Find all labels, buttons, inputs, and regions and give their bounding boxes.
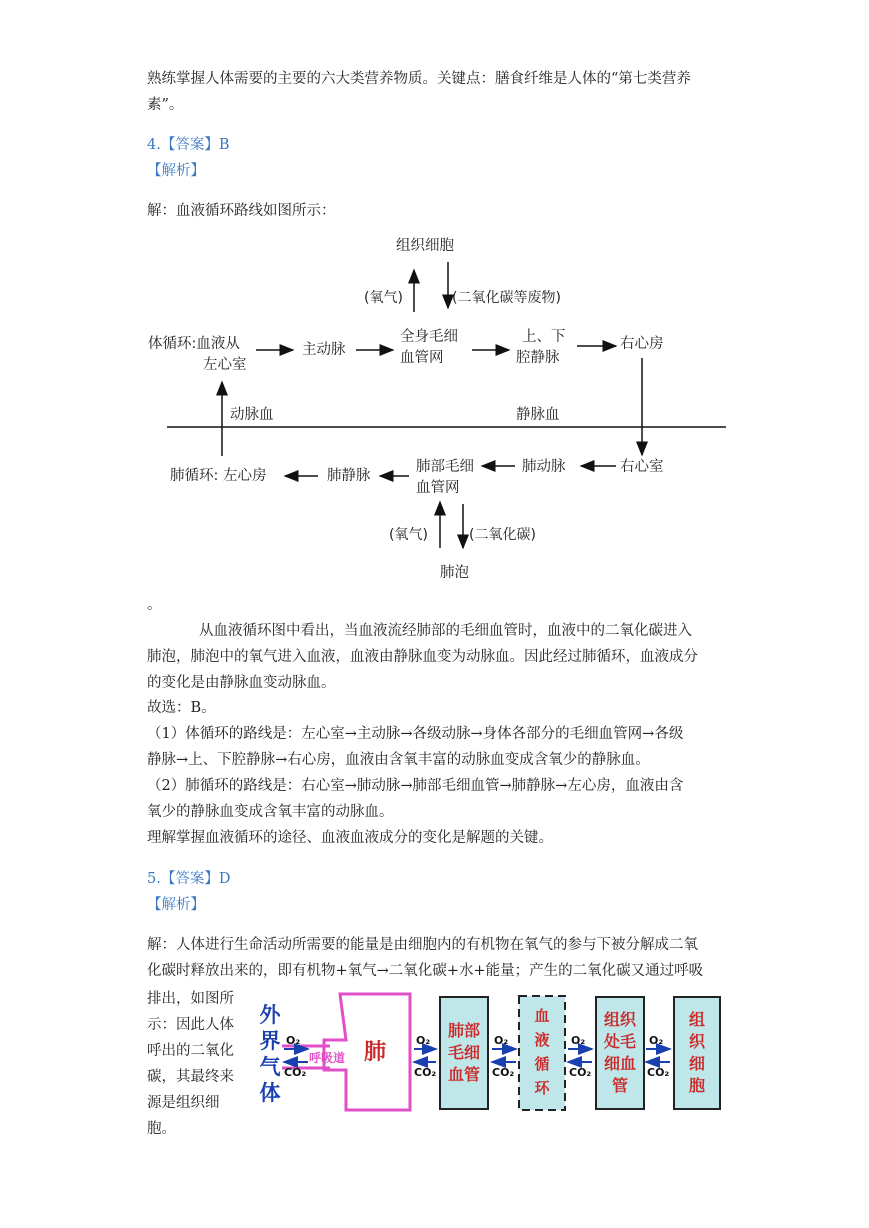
intro-line-2: 素”。 xyxy=(147,97,184,113)
q4-lead: 解：血液循环路线如图所示： xyxy=(147,203,336,219)
co2-label: CO₂ xyxy=(284,1066,307,1079)
tissue-capillary-box: 组织 处毛 细血 管 xyxy=(595,996,645,1110)
q5-side-1: 排出，如图所 xyxy=(147,991,234,1007)
intro-line-1: 熟练掌握人体需要的主要的六大类营养物质。关键点：膳食纤维是人体的“第七类营养 xyxy=(147,71,691,87)
q4-conclusion: 理解掌握血液循环的途径、血液血液成分的变化是解题的关键。 xyxy=(147,830,553,846)
o2-label: O₂ xyxy=(494,1034,509,1047)
co2-label: CO₂ xyxy=(647,1066,670,1079)
label-aorta: 主动脉 xyxy=(302,342,346,358)
airway-label: 呼吸道 xyxy=(309,1051,346,1065)
label-alveoli: 肺泡 xyxy=(440,565,469,581)
q5-answer: 5.【答案】D xyxy=(147,871,231,887)
lung-label: 肺 xyxy=(364,1040,387,1065)
q5-side-6: 胞。 xyxy=(147,1121,176,1137)
o2-label: O₂ xyxy=(571,1034,586,1047)
q4-point1-line2: 静脉→上、下腔静脉→右心房，血液由含氧丰富的动脉血变成含氧少的静脉血。 xyxy=(147,752,650,768)
co2-label: CO₂ xyxy=(569,1066,592,1079)
label-pulmonary-circulation: 肺循环: 左心房 xyxy=(170,468,267,484)
label-arterial-blood: 动脉血 xyxy=(230,407,274,423)
label-left-ventricle: 左心室 xyxy=(203,357,247,373)
label-lung-capillary-2: 血管网 xyxy=(416,480,460,496)
q5-side-5: 源是组织细 xyxy=(147,1095,220,1111)
q4-para1-line2: 肺泡，肺泡中的氧气进入血液，血液由静脉血变为动脉血。因此经过肺循环，血液成分 xyxy=(147,649,698,665)
label-co2-waste: (二氧化碳等废物) xyxy=(452,290,561,306)
label-right-atrium: 右心房 xyxy=(620,336,664,352)
q5-side-4: 碳，其最终来 xyxy=(147,1069,234,1085)
lung-capillary-box: 肺部 毛细 血管 xyxy=(439,996,489,1110)
label-venous-blood: 静脉血 xyxy=(516,407,560,423)
co2-label: CO₂ xyxy=(414,1066,437,1079)
label-systemic: 体循环:血液从 xyxy=(148,336,240,352)
q4-point2-line1: （2）肺循环的路线是：右心室→肺动脉→肺部毛细血管→肺静脉→左心房，血液由含 xyxy=(147,778,684,794)
label-pulmonary-vein: 肺静脉 xyxy=(327,468,371,484)
label-right-ventricle: 右心室 xyxy=(620,459,664,475)
outside-air-label: 外 界 气 体 xyxy=(259,1003,281,1105)
q5-analysis-label: 【解析】 xyxy=(147,897,205,913)
q4-para1-line3: 的变化是由静脉血变动脉血。 xyxy=(147,675,336,691)
q5-side-2: 示：因此人体 xyxy=(147,1017,234,1033)
label-co2-bottom: (二氧化碳) xyxy=(469,527,536,543)
label-lung-capillary-1: 肺部毛细 xyxy=(416,459,474,475)
label-body-capillary-2: 血管网 xyxy=(400,350,444,366)
blood-circulation-box: 血 液 循 环 xyxy=(534,1007,550,1097)
diagram-period: 。 xyxy=(147,597,162,613)
label-body-capillary-1: 全身毛细 xyxy=(400,329,458,345)
label-vena-cava-1: 上、下 xyxy=(522,329,566,345)
label-pulmonary-artery: 肺动脉 xyxy=(522,459,566,475)
o2-label: O₂ xyxy=(649,1034,664,1047)
q5-side-3: 呼出的二氧化 xyxy=(147,1043,234,1059)
q5-line1: 解：人体进行生命活动所需要的能量是由细胞内的有机物在氧气的参与下被分解成二氧 xyxy=(147,937,698,953)
label-oxygen-top: (氧气) xyxy=(364,290,403,306)
q4-point2-line2: 氧少的静脉血变成含氧丰富的动脉血。 xyxy=(147,804,394,820)
co2-label: CO₂ xyxy=(492,1066,515,1079)
q4-para1-line1: 从血液循环图中看出，当血液流经肺部的毛细血管时，血液中的二氧化碳进入 xyxy=(199,623,692,639)
o2-label: O₂ xyxy=(416,1034,431,1047)
q4-analysis-label: 【解析】 xyxy=(147,163,205,179)
q4-point1-line1: （1）体循环的路线是：左心室→主动脉→各级动脉→身体各部分的毛细血管网→各级 xyxy=(147,726,684,742)
label-tissue-cells: 组织细胞 xyxy=(396,238,454,254)
q5-line2: 化碳时释放出来的，即有机物+氧气→二氧化碳+水+能量；产生的二氧化碳又通过呼吸 xyxy=(147,963,704,979)
o2-label: O₂ xyxy=(286,1034,301,1047)
q4-choose: 故选：B。 xyxy=(147,700,216,716)
label-oxygen-bottom: (氧气) xyxy=(389,527,428,543)
q4-answer: 4.【答案】B xyxy=(147,137,230,153)
tissue-cells-box: 组 织 细 胞 xyxy=(673,996,721,1110)
label-vena-cava-2: 腔静脉 xyxy=(516,350,560,366)
